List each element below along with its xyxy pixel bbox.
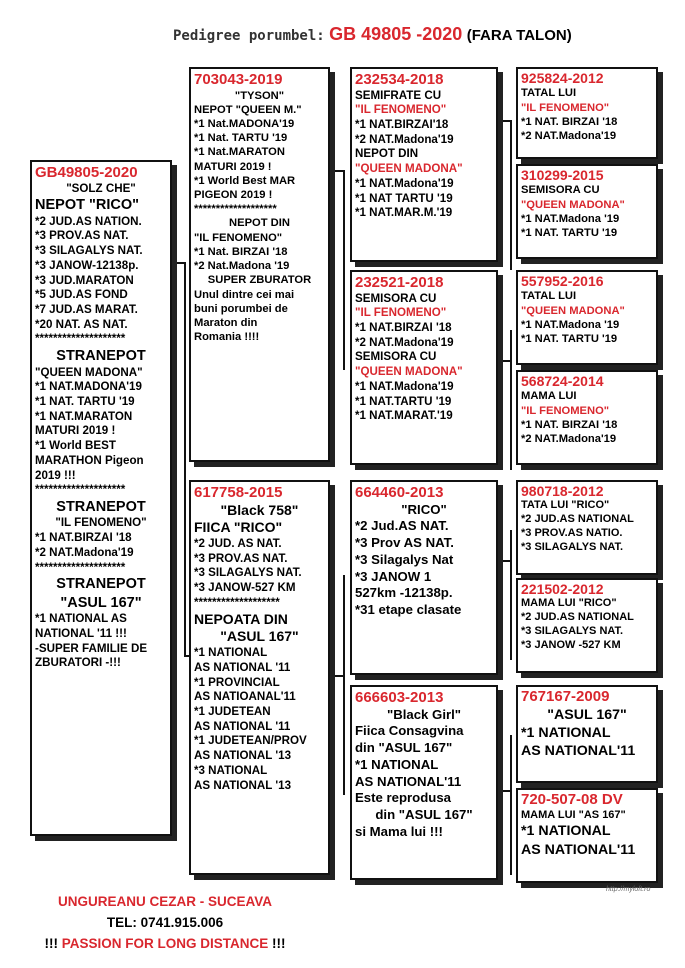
breeder-slogan [0, 936, 330, 951]
pedigree-line: *1 NATIONAL [521, 724, 611, 741]
pedigree-line: ZBURATORI -!!! [35, 656, 121, 670]
pedigree-line: *3 PROV.AS NAT. [35, 229, 129, 243]
pedigree-line: STRANEPOT [56, 576, 146, 593]
pedigree-line: *3 SILAGALYS NAT. [521, 625, 624, 638]
pedigree-line: *1 PROVINCIAL [194, 675, 280, 689]
pedigree-line: *2 JUD.AS NATIONAL [521, 513, 634, 526]
pedigree-line: "ASUL 167" [220, 628, 299, 645]
pedigree-line: *1 NAT. TARTU '19 [521, 333, 618, 346]
pedigree-line: AS NATIONAL '13 [194, 778, 292, 792]
pedigree-line: *1 JUDETEAN/PROV [194, 734, 307, 748]
header-label: Pedigree porumbel: [173, 28, 325, 44]
pedigree-line: SEMISORA CU [521, 184, 600, 197]
pedigree-line: *2 NAT.Madona'19 [355, 132, 454, 146]
ring-number: 980718-2012 [521, 483, 604, 499]
pedigree-line: *1 NAT.Madona'19 [355, 176, 454, 190]
great-grandparent-card-3 [516, 270, 658, 365]
pedigree-line: AS NATIONAL '11 [194, 719, 291, 733]
pedigree-line: din "ASUL 167" [375, 807, 473, 823]
pedigree-line: *1 NAT.BIRZAI '18 [355, 320, 452, 334]
pedigree-line: *1 NATIONAL [355, 756, 439, 772]
great-grandparent-card-1 [516, 67, 658, 159]
pedigree-line: *3 JANOW-12138p. [35, 258, 139, 272]
ring-number: 925824-2012 [521, 70, 604, 86]
slogan-suffix: !!! [272, 936, 286, 951]
pedigree-line: *1 NAT.Madona '19 [521, 212, 620, 225]
pedigree-line: "QUEEN MADONA" [355, 162, 463, 176]
pedigree-line: SEMISORA CU [355, 291, 437, 305]
pedigree-line: Maraton din [194, 317, 258, 329]
pedigree-line: "IL FENOMENO" [55, 516, 147, 530]
connector-subject-vertical [184, 262, 186, 657]
pedigree-line: TATA LUI "RICO" [521, 499, 610, 512]
ring-number: 310299-2015 [521, 167, 604, 183]
pedigree-line: ******************* [194, 595, 280, 609]
pedigree-line: "IL FENOMENO" [194, 231, 283, 244]
pedigree-line: -SUPER FAMILIE DE [35, 641, 148, 655]
pedigree-line: SEMIFRATE CU [355, 88, 442, 102]
pedigree-line: FIICA "RICO" [194, 519, 283, 536]
pedigree-line: *1 NAT.Madona'19 [355, 379, 454, 393]
pedigree-line: *1 NAT.TARTU '19 [355, 394, 452, 408]
pedigree-line: *1 NATIONAL AS [35, 612, 127, 626]
pedigree-line: din "ASUL 167" [355, 740, 453, 756]
pedigree-line: "IL FENOMENO" [521, 101, 610, 114]
pedigree-line: STRANEPOT [56, 348, 146, 365]
pedigree-line: *3 SILAGALYS NAT. [521, 541, 624, 554]
pedigree-line: *3 Silagalys Nat [355, 551, 454, 567]
pedigree-line: NEPOT "RICO" [35, 197, 139, 214]
pedigree-line: *1 NAT.MARATON [35, 409, 133, 423]
pedigree-line: *3 JANOW -527 KM [521, 639, 621, 652]
pedigree-line: *1 World BEST [35, 439, 116, 453]
pedigree-line: *3 JANOW 1 [355, 568, 432, 584]
great-grandparent-card-4 [516, 370, 658, 465]
pedigree-line: *1 JUDETEAN [194, 705, 271, 719]
pedigree-line: *1 NAT. TARTU '19 [521, 227, 618, 240]
dam-card [189, 480, 330, 875]
pedigree-line: *1 Nat.MARATON [194, 146, 285, 159]
connector-sire-vertical [343, 170, 345, 370]
pedigree-line: AS NATIONAL'11 [521, 841, 636, 858]
pedigree-line: "QUEEN MADONA" [35, 365, 143, 379]
pedigree-line: si Mama lui !!! [355, 823, 443, 839]
pedigree-line: SEMISORA CU [355, 350, 437, 364]
pedigree-line: PIGEON 2019 ! [194, 189, 273, 202]
pedigree-line: "Black 758" [220, 501, 299, 518]
pedigree-line: *2 NAT.Madona'19 [35, 545, 134, 559]
pedigree-line: "Black Girl" [386, 706, 462, 722]
pedigree-line: *1 NAT.BIRZAI'18 [355, 117, 449, 131]
connector-dam-vertical [343, 575, 345, 795]
pedigree-line: *1 Nat.MADONA'19 [194, 117, 295, 130]
pedigree-line: "ASUL 167" [60, 594, 142, 611]
pedigree-line: *1 NAT.Madona '19 [521, 318, 620, 331]
pedigree-line: AS NATIOANAL'11 [194, 690, 296, 704]
sire-card [189, 67, 330, 462]
pedigree-line: *1 NAT TARTU '19 [355, 191, 453, 205]
pedigree-line: MATURI 2019 ! [35, 424, 116, 438]
pedigree-line: SUPER ZBURATOR [207, 274, 312, 287]
pedigree-line: *2 NAT.Madona'19 [521, 433, 617, 446]
pedigree-line: MAMA LUI "AS 167" [521, 808, 626, 821]
pedigree-line: "IL FENOMENO" [355, 306, 447, 320]
pedigree-line: ******************** [35, 483, 126, 497]
header-note: (FARA TALON) [466, 27, 572, 44]
header-ring-number: GB 49805 -2020 [329, 24, 463, 44]
ring-number: 767167-2009 [521, 688, 610, 705]
connector-gp3-vertical [510, 530, 512, 660]
pedigree-line: *2 Nat.Madona '19 [194, 260, 290, 273]
pedigree-line: *1 World Best MAR [194, 174, 296, 187]
pedigree-line: NEPOATA DIN [194, 610, 288, 627]
grandparent-card-1 [350, 67, 498, 262]
pedigree-line: MAMA LUI "RICO" [521, 597, 617, 610]
ring-number: 232534-2018 [355, 71, 444, 88]
slogan-text: PASSION FOR LONG DISTANCE [61, 936, 269, 951]
pedigree-line: NEPOT DIN [355, 147, 419, 161]
pedigree-line: Este reprodusa [355, 790, 452, 806]
pedigree-line: MARATHON Pigeon [35, 453, 144, 467]
pedigree-line: ******************* [194, 203, 277, 216]
pedigree-line: buni porumbei de [194, 302, 288, 315]
pedigree-line: NEPOT DIN [229, 217, 290, 230]
pedigree-line: *1 NAT.MAR.M.'19 [355, 206, 453, 220]
breeder-name: UNGUREANU CEZAR - SUCEAVA [57, 894, 272, 909]
pedigree-line: *1 NATIONAL [521, 823, 611, 840]
grandparent-card-4 [350, 685, 498, 880]
ring-number: 664460-2013 [355, 484, 444, 501]
pedigree-line: AS NATIONAL '11 [194, 660, 291, 674]
ring-number: 666603-2013 [355, 689, 444, 706]
pedigree-line: "ASUL 167" [547, 706, 627, 723]
pedigree-line: *31 etape clasate [355, 602, 462, 618]
grandparent-card-2 [350, 270, 498, 465]
pedigree-line: *2 JUD.AS NATION. [35, 214, 142, 228]
pedigree-line: STRANEPOT [56, 498, 146, 515]
pedigree-line: *7 JUD.AS MARAT. [35, 302, 138, 316]
pedigree-line: *3 SILAGALYS NAT. [194, 566, 302, 580]
ring-number: 568724-2014 [521, 373, 604, 389]
pedigree-line: Unul dintre cei mai [194, 288, 295, 301]
pedigree-line: AS NATIONAL'11 [521, 742, 636, 759]
pedigree-line: *3 PROV.AS NATIO. [521, 527, 623, 540]
pedigree-line: *2 NAT.Madona'19 [355, 335, 454, 349]
connector-gp2-vertical [510, 330, 512, 470]
great-grandparent-card-2 [516, 164, 658, 259]
ring-number: 720-507-08 DV [521, 791, 623, 808]
pedigree-line: MAMA LUI [521, 390, 577, 403]
pedigree-line: AS NATIONAL'11 [355, 773, 462, 789]
pedigree-line: "IL FENOMENO" [521, 404, 610, 417]
pedigree-line: Fiica Consagvina [355, 723, 464, 739]
pedigree-line: TATAL LUI [521, 87, 577, 100]
pedigree-line: *3 SILAGALYS NAT. [35, 244, 143, 258]
pedigree-line: MATURI 2019 ! [194, 160, 272, 173]
slogan-prefix: !!! [44, 936, 58, 951]
pedigree-line: AS NATIONAL '13 [194, 749, 292, 763]
pedigree-line: TATAL LUI [521, 290, 577, 303]
pedigree-line: *2 NAT.Madona'19 [521, 130, 617, 143]
pedigree-line: "IL FENOMENO" [355, 103, 447, 117]
pedigree-line: *1 NAT.MARAT.'19 [355, 409, 453, 423]
pedigree-line: *2 JUD. AS NAT. [194, 537, 282, 551]
pedigree-line: *3 NATIONAL [194, 763, 268, 777]
pedigree-line: *1 NAT. BIRZAI '18 [521, 418, 618, 431]
pedigree-line: *1 NAT. TARTU '19 [35, 394, 135, 408]
great-grandparent-card-7 [516, 685, 658, 783]
subject-card [30, 160, 172, 836]
pedigree-line: *2 JUD.AS NATIONAL [521, 611, 634, 624]
ring-number: 557952-2016 [521, 273, 604, 289]
breeder-phone: TEL: 0741.915.006 [106, 915, 224, 930]
pedigree-line: NEPOT "QUEEN M." [194, 103, 302, 116]
connector-gp1-vertical [510, 120, 512, 270]
watermark: http://myloft.ro [606, 886, 651, 893]
ring-number: 703043-2019 [194, 71, 283, 88]
connector-gp4-vertical [510, 735, 512, 875]
pedigree-line: *3 Prov AS NAT. [355, 535, 454, 551]
ring-number: GB49805-2020 [35, 164, 138, 181]
pedigree-line: "QUEEN MADONA" [355, 365, 463, 379]
pedigree-line: "RICO" [401, 501, 447, 517]
great-grandparent-card-8 [516, 788, 658, 883]
pedigree-line: *1 NAT.MADONA'19 [35, 380, 142, 394]
ring-number: 617758-2015 [194, 484, 283, 501]
pedigree-line: *3 JUD.MARATON [35, 273, 134, 287]
pedigree-line: "QUEEN MADONA" [521, 198, 625, 211]
pedigree-line: *1 NAT. BIRZAI '18 [521, 115, 618, 128]
pedigree-line: Romania !!!! [194, 331, 260, 344]
pedigree-line: *1 Nat. BIRZAI '18 [194, 245, 288, 258]
pedigree-line: ******************** [35, 332, 126, 346]
ring-number: 232521-2018 [355, 274, 444, 291]
pedigree-line: *5 JUD.AS FOND [35, 288, 128, 302]
ring-number: 221502-2012 [521, 581, 604, 597]
pedigree-line: NATIONAL '11 !!! [35, 626, 127, 640]
pedigree-line: ******************** [35, 560, 126, 574]
pedigree-line: *1 NATIONAL [194, 646, 268, 660]
great-grandparent-card-6 [516, 578, 658, 673]
pedigree-line: 2019 !!! [35, 468, 76, 482]
pedigree-line: "SOLZ CHE" [66, 181, 136, 195]
pedigree-line: 527km -12138p. [355, 585, 453, 601]
pedigree-line: *1 Nat. TARTU '19 [194, 132, 288, 145]
page-header [173, 24, 572, 45]
pedigree-line: "TYSON" [234, 89, 285, 102]
pedigree-line: *1 NAT.BIRZAI '18 [35, 531, 132, 545]
great-grandparent-card-5 [516, 480, 658, 575]
pedigree-line: "QUEEN MADONA" [521, 304, 625, 317]
pedigree-line: *3 JANOW-527 KM [194, 581, 296, 595]
pedigree-line: *20 NAT. AS NAT. [35, 317, 128, 331]
pedigree-line: *2 Jud.AS NAT. [355, 518, 449, 534]
pedigree-line: *3 PROV.AS NAT. [194, 551, 288, 565]
grandparent-card-3 [350, 480, 498, 675]
